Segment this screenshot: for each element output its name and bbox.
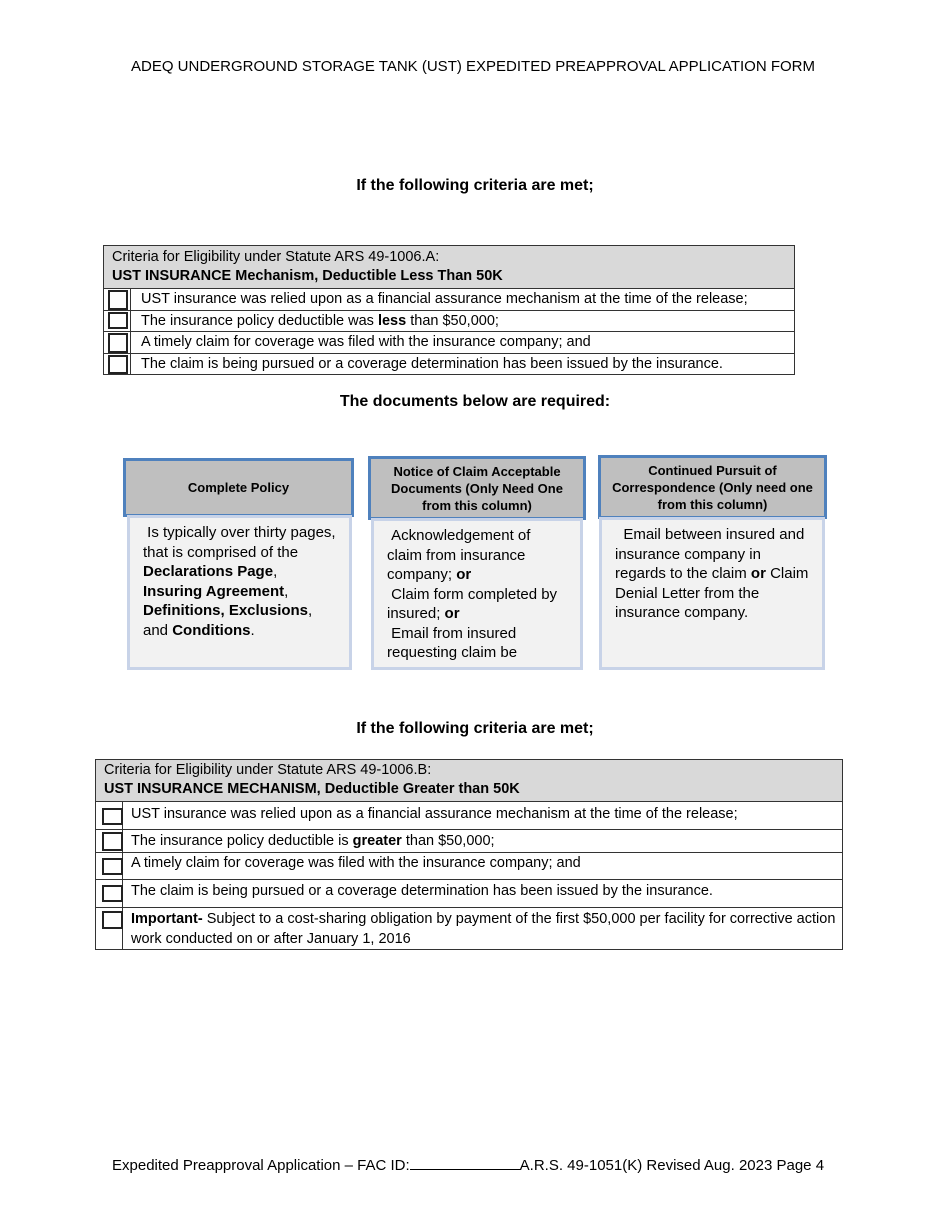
criteria-item-b4: The claim is being pursued or a coverage determination has been issued by the insurance. <box>123 880 843 908</box>
column-header-complete-policy: Complete Policy <box>123 458 354 517</box>
table-row <box>96 802 843 830</box>
criteria-table-b-header <box>96 760 843 802</box>
mechanism-title-b: UST INSURANCE MECHANISM, Deductible Greater than 50K <box>104 781 520 797</box>
criteria-table-a <box>103 245 795 375</box>
criteria-item-a2: The insurance policy deductible was less than $50,000; <box>131 311 795 332</box>
criteria-item-a3: A timely claim for coverage was filed with the insurance company; and <box>131 332 795 354</box>
criteria-item-a4: The claim is being pursued or a coverage determination has been issued by the insurance. <box>131 354 795 375</box>
page-footer <box>112 1155 824 1174</box>
documents-heading: The documents below are required: <box>339 393 611 410</box>
mechanism-title-a: UST INSURANCE Mechanism, Deductible Less Than 50K <box>112 268 503 284</box>
page-header: ADEQ UNDERGROUND STORAGE TANK (UST) EXPEDITED PREAPPROVAL APPLICATION FORM <box>130 58 815 75</box>
table-row <box>104 354 795 375</box>
column-body-continued-pursuit: Email between insured and insurance company in regards to the claim or Claim Denial Letter from the insurance company. <box>599 517 825 670</box>
checkbox-b2[interactable] <box>102 832 123 851</box>
checkbox-a4[interactable] <box>108 355 128 374</box>
criteria-heading-b: If the following criteria are met; <box>356 720 594 737</box>
checkbox-b1[interactable] <box>102 808 123 825</box>
table-row <box>104 332 795 354</box>
criteria-heading-a: If the following criteria are met; <box>356 177 594 194</box>
criteria-item-a1: UST insurance was relied upon as a financial assurance mechanism at the time of the release; <box>131 289 795 311</box>
statute-label-b: Criteria for Eligibility under Statute ARS 49-1006.B: <box>104 762 432 778</box>
table-row <box>104 311 795 332</box>
checkbox-b5[interactable] <box>102 911 123 929</box>
column-header-notice-of-claim: Notice of Claim Acceptable Documents (Only Need One from this column) <box>368 456 586 520</box>
table-row <box>96 908 843 950</box>
fac-id-field[interactable] <box>410 1155 520 1170</box>
statute-label-a: Criteria for Eligibility under Statute ARS 49-1006.A: <box>112 249 440 265</box>
checkbox-a2[interactable] <box>108 312 128 329</box>
table-row <box>96 880 843 908</box>
criteria-item-b5: Important- Subject to a cost-sharing obligation by payment of the first $50,000 per facility for corrective action work conducted on or after January 1, 2016 <box>123 908 843 950</box>
column-header-continued-pursuit: Continued Pursuit of Correspondence (Only need one from this column) <box>598 455 827 519</box>
checkbox-b4[interactable] <box>102 885 123 902</box>
footer-left-text: Expedited Preapproval Application – FAC ID: <box>112 1157 410 1174</box>
footer-right-text: A.R.S. 49-1051(K) Revised Aug. 2023 Page 4 <box>519 1157 825 1174</box>
checkbox-a3[interactable] <box>108 333 128 353</box>
table-row <box>96 853 843 880</box>
checkbox-b3[interactable] <box>102 858 123 875</box>
criteria-item-b3: A timely claim for coverage was filed with the insurance company; and <box>123 853 843 880</box>
checkbox-a1[interactable] <box>108 290 128 310</box>
criteria-table-a-header <box>104 246 795 289</box>
table-row <box>96 830 843 853</box>
criteria-item-b2: The insurance policy deductible is greater than $50,000; <box>123 830 843 853</box>
criteria-item-b1: UST insurance was relied upon as a financial assurance mechanism at the time of the release; <box>123 802 843 830</box>
column-body-notice-of-claim: Acknowledgement of claim from insurance company; or Claim form completed by insured; or Email from insured requesting claim be <box>371 518 583 670</box>
criteria-table-b <box>95 759 843 950</box>
table-row <box>104 289 795 311</box>
column-body-complete-policy: Is typically over thirty pages, that is comprised of the Declarations Page, Insuring Agreement, Definitions, Exclusions, and Conditions. <box>127 515 352 670</box>
